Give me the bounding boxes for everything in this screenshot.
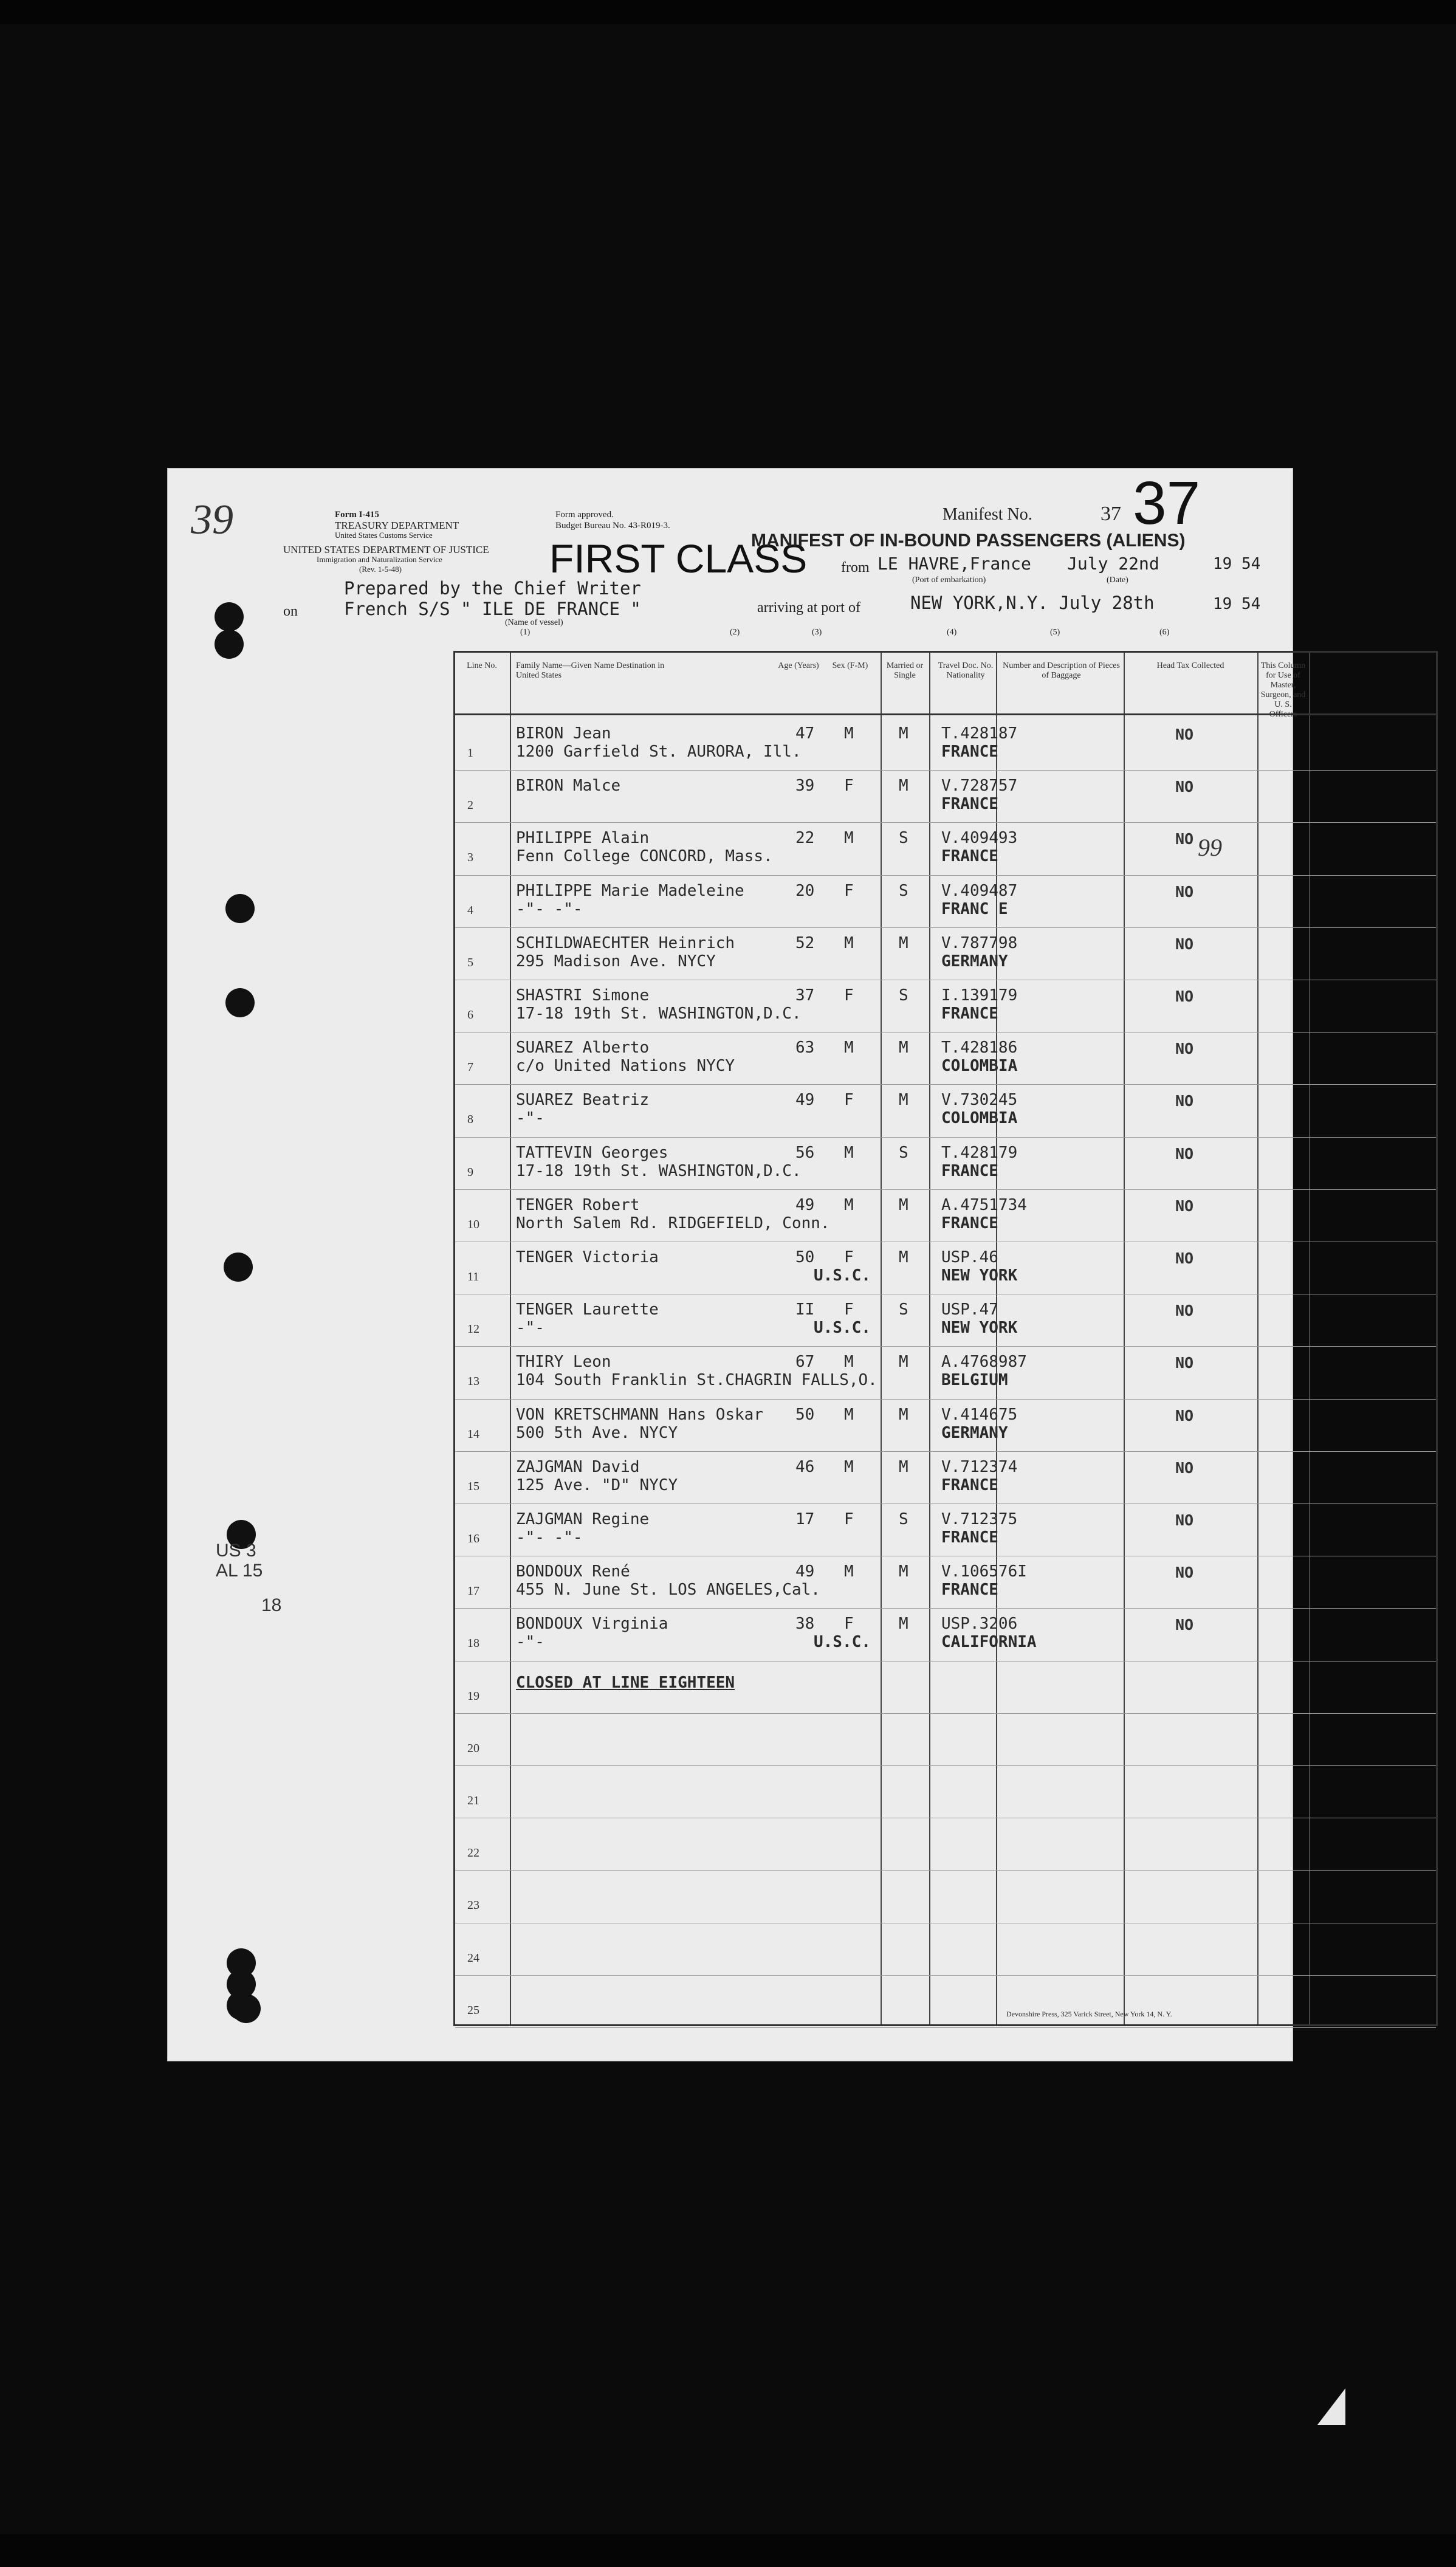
sex: F bbox=[844, 1248, 854, 1266]
age: 49 bbox=[795, 1562, 815, 1581]
head-tax-value: NO bbox=[1175, 1616, 1194, 1634]
manifest-no-large: 37 bbox=[1133, 469, 1201, 537]
sex: F bbox=[844, 986, 854, 1005]
head-tax-value: NO bbox=[1175, 935, 1194, 953]
travel-doc-no: V.414675 bbox=[941, 1405, 1018, 1424]
vessel-caption: (Name of vessel) bbox=[505, 618, 563, 627]
age: 52 bbox=[795, 933, 815, 952]
table-row bbox=[455, 1818, 1436, 1871]
nationality: FRANCE bbox=[941, 1476, 998, 1494]
age: 46 bbox=[795, 1457, 815, 1476]
citizenship-note: U.S.C. bbox=[814, 1319, 871, 1338]
date-caption: (Date) bbox=[1107, 576, 1128, 585]
nationality: FRANCE bbox=[941, 795, 998, 814]
sex: M bbox=[844, 1457, 854, 1476]
sex: M bbox=[844, 933, 854, 952]
header-line-no: Line No. bbox=[467, 661, 497, 670]
manifest-sheet bbox=[167, 468, 1306, 2061]
destination: North Salem Rd. RIDGEFIELD, Conn. bbox=[516, 1214, 830, 1232]
destination: -"- -"- bbox=[516, 899, 583, 918]
destination: -"- bbox=[516, 1109, 544, 1128]
line-number: 18 bbox=[467, 1637, 479, 1651]
sex: F bbox=[844, 881, 854, 900]
table-row bbox=[455, 980, 1436, 1033]
table-row bbox=[455, 1033, 1436, 1085]
on-label: on bbox=[283, 603, 298, 619]
nationality: FRANCE bbox=[941, 847, 998, 866]
destination: -"- bbox=[516, 1633, 544, 1652]
head-tax-value: NO bbox=[1175, 1092, 1194, 1110]
table-row bbox=[455, 1976, 1436, 2028]
head-tax-value: NO bbox=[1175, 882, 1194, 901]
justice-dept: UNITED STATES DEPARTMENT OF JUSTICE bbox=[283, 544, 489, 555]
form-approved: Form approved. bbox=[555, 510, 614, 520]
age: 56 bbox=[795, 1143, 815, 1162]
header-officers: This Column for Use of Master, Surgeon, and U. S. bbox=[1260, 661, 1306, 709]
line-number: 10 bbox=[467, 1217, 479, 1231]
manifest-no-typed: 37 bbox=[1101, 503, 1121, 525]
travel-doc-no: I.139179 bbox=[941, 986, 1018, 1005]
header-sex: Sex (F-M) bbox=[832, 661, 868, 670]
row-rule bbox=[455, 2027, 1436, 2028]
age: 39 bbox=[795, 777, 815, 796]
closing-note: CLOSED AT LINE EIGHTEEN bbox=[516, 1673, 735, 1692]
passenger-name: TENGER Victoria bbox=[516, 1248, 659, 1266]
nationality: FRANCE bbox=[941, 743, 998, 761]
table-row bbox=[455, 1400, 1436, 1452]
line-number: 15 bbox=[467, 1479, 479, 1493]
marital-status: M bbox=[899, 1248, 908, 1266]
travel-doc-no: USP.3206 bbox=[941, 1615, 1018, 1634]
marital-status: M bbox=[899, 1562, 908, 1581]
sex: M bbox=[844, 1562, 854, 1581]
destination: 1200 Garfield St. AURORA, Ill. bbox=[516, 743, 802, 761]
destination: 17-18 19th St. WASHINGTON,D.C. bbox=[516, 1005, 802, 1023]
arrival-port-date: NEW YORK,N.Y. July 28th bbox=[910, 593, 1155, 613]
age: 17 bbox=[795, 1510, 815, 1528]
first-class-stamp: FIRST CLASS bbox=[549, 536, 808, 581]
nationality: FRANCE bbox=[941, 1005, 998, 1023]
passenger-name: TATTEVIN Georges bbox=[516, 1143, 668, 1162]
arrival-year: 19 54 bbox=[1213, 595, 1261, 613]
age: 20 bbox=[795, 881, 815, 900]
line-number: 4 bbox=[467, 903, 473, 917]
head-tax-value: NO bbox=[1175, 1511, 1194, 1529]
travel-doc-no: V.106576I bbox=[941, 1562, 1027, 1581]
table-row bbox=[455, 1556, 1436, 1609]
vessel-name: French S/S " ILE DE FRANCE " bbox=[344, 599, 641, 619]
line-number: 1 bbox=[467, 746, 473, 760]
sex: M bbox=[844, 829, 854, 848]
line-number: 23 bbox=[467, 1899, 479, 1912]
line-number: 24 bbox=[467, 1951, 479, 1965]
destination: -"- -"- bbox=[516, 1528, 583, 1547]
destination: c/o United Nations NYCY bbox=[516, 1057, 735, 1076]
sex: F bbox=[844, 777, 854, 796]
marital-status: M bbox=[899, 724, 908, 743]
sex: M bbox=[844, 724, 854, 743]
head-tax-value: NO bbox=[1175, 1040, 1194, 1058]
head-tax-value: NO bbox=[1175, 778, 1194, 796]
age: 22 bbox=[795, 829, 815, 848]
nationality: NEW YORK bbox=[941, 1319, 1018, 1338]
line-number: 8 bbox=[467, 1113, 473, 1127]
budget-bureau: Budget Bureau No. 43-R019-3. bbox=[555, 521, 670, 531]
nationality: GERMANY bbox=[941, 1423, 1008, 1442]
table-row bbox=[455, 1714, 1436, 1766]
marital-status: M bbox=[899, 1405, 908, 1424]
side-count-note: 99 bbox=[1198, 834, 1222, 861]
table-row bbox=[455, 1871, 1436, 1923]
sex: M bbox=[844, 1039, 854, 1057]
departure-date: July 22nd bbox=[1067, 554, 1159, 574]
head-tax-value: NO bbox=[1175, 1459, 1194, 1477]
nationality: GERMANY bbox=[941, 952, 1008, 971]
header-name: Family Name—Given Name Destination in United States bbox=[516, 661, 665, 680]
age: 50 bbox=[795, 1405, 815, 1424]
treasury-dept: TREASURY DEPARTMENT bbox=[335, 520, 459, 531]
table-row bbox=[455, 771, 1436, 823]
destination: 17-18 19th St. WASHINGTON,D.C. bbox=[516, 1161, 802, 1180]
travel-doc-no: T.428179 bbox=[941, 1143, 1018, 1162]
nationality: COLOMBIA bbox=[941, 1057, 1018, 1076]
line-number: 3 bbox=[467, 851, 473, 865]
passenger-name: THIRY Leon bbox=[516, 1353, 611, 1372]
punch-hole bbox=[224, 1253, 253, 1282]
sex: F bbox=[844, 1510, 854, 1528]
sex: M bbox=[844, 1143, 854, 1162]
tally-total: 18 bbox=[261, 1595, 282, 1615]
passenger-name: SCHILDWAECHTER Heinrich bbox=[516, 933, 735, 952]
marital-status: S bbox=[899, 881, 908, 900]
destination: 295 Madison Ave. NYCY bbox=[516, 952, 716, 971]
travel-doc-no: V.712375 bbox=[941, 1510, 1018, 1528]
passenger-name: BIRON Jean bbox=[516, 724, 611, 743]
head-tax-value: NO bbox=[1175, 1197, 1194, 1215]
form-number: Form I-415 bbox=[335, 510, 379, 520]
tally-us: US 3 bbox=[216, 1541, 256, 1561]
column-number-4: (4) bbox=[947, 628, 957, 637]
table-row bbox=[455, 1923, 1436, 1976]
tally-al: AL 15 bbox=[216, 1561, 263, 1581]
table-row bbox=[455, 1242, 1436, 1294]
passenger-name: VON KRETSCHMANN Hans Oskar bbox=[516, 1405, 763, 1424]
customs-service: United States Customs Service bbox=[335, 531, 433, 540]
scan-top-border bbox=[0, 0, 1456, 24]
head-tax-value: NO bbox=[1175, 1406, 1194, 1424]
nationality: FRANC E bbox=[941, 899, 1008, 918]
corner-mark: 39 bbox=[191, 497, 233, 543]
passenger-name: TENGER Robert bbox=[516, 1195, 640, 1214]
marital-status: S bbox=[899, 1301, 908, 1319]
table-row bbox=[455, 718, 1436, 771]
age: 67 bbox=[795, 1353, 815, 1372]
column-number-6: (6) bbox=[1159, 628, 1170, 637]
table-row bbox=[455, 823, 1436, 875]
table-row bbox=[455, 1452, 1436, 1504]
form-revision: (Rev. 1-5-48) bbox=[359, 565, 402, 574]
port-caption: (Port of embarkation) bbox=[912, 576, 986, 585]
nationality: COLOMBIA bbox=[941, 1109, 1018, 1128]
marital-status: S bbox=[899, 1510, 908, 1528]
printer-imprint: Devonshire Press, 325 Varick Street, New York 14, N. Y. bbox=[1006, 2010, 1172, 2018]
marital-status: M bbox=[899, 1039, 908, 1057]
line-number: 12 bbox=[467, 1322, 479, 1336]
manifest-no-label: Manifest No. bbox=[943, 505, 1032, 524]
nationality: CALIFORNIA bbox=[941, 1633, 1037, 1652]
destination: 500 5th Ave. NYCY bbox=[516, 1423, 678, 1442]
head-tax-value: NO bbox=[1175, 830, 1194, 848]
line-number: 11 bbox=[467, 1270, 479, 1284]
marital-status: M bbox=[899, 933, 908, 952]
line-number: 9 bbox=[467, 1165, 473, 1179]
marital-status: M bbox=[899, 1091, 908, 1110]
table-row bbox=[455, 1138, 1436, 1190]
marital-status: M bbox=[899, 777, 908, 796]
punch-hole bbox=[225, 894, 255, 923]
passenger-table bbox=[453, 651, 1438, 2026]
head-tax-value: NO bbox=[1175, 726, 1194, 743]
destination: 455 N. June St. LOS ANGELES,Cal. bbox=[516, 1581, 820, 1600]
travel-doc-no: A.4751734 bbox=[941, 1195, 1027, 1214]
passenger-name: PHILIPPE Marie Madeleine bbox=[516, 881, 744, 900]
nationality: FRANCE bbox=[941, 1214, 998, 1232]
arriving-label: arriving at port of bbox=[757, 600, 860, 616]
marital-status: S bbox=[899, 986, 908, 1005]
destination: 125 Ave. "D" NYCY bbox=[516, 1476, 678, 1494]
marital-status: M bbox=[899, 1615, 908, 1634]
header-age: Age (Years) bbox=[778, 661, 819, 670]
travel-doc-no: V.728757 bbox=[941, 777, 1018, 796]
from-label: from bbox=[841, 560, 870, 576]
age: 37 bbox=[795, 986, 815, 1005]
passenger-name: PHILIPPE Alain bbox=[516, 829, 650, 848]
line-number: 13 bbox=[467, 1375, 479, 1389]
travel-doc-no: A.4768987 bbox=[941, 1353, 1027, 1372]
line-number: 21 bbox=[467, 1794, 479, 1807]
line-number: 14 bbox=[467, 1427, 479, 1441]
scan-corner-mark bbox=[1317, 2388, 1345, 2425]
table-row bbox=[455, 1504, 1436, 1556]
prepared-by: Prepared by the Chief Writer bbox=[344, 578, 641, 599]
head-tax-value: NO bbox=[1175, 988, 1194, 1005]
head-tax-value: NO bbox=[1175, 1302, 1194, 1320]
table-row bbox=[455, 928, 1436, 980]
line-number: 2 bbox=[467, 799, 473, 813]
header-married: Married or Single bbox=[886, 661, 924, 680]
travel-doc-no: USP.46 bbox=[941, 1248, 998, 1266]
passenger-name: SHASTRI Simone bbox=[516, 986, 650, 1005]
sex: F bbox=[844, 1615, 854, 1634]
head-tax-value: NO bbox=[1175, 1564, 1194, 1582]
ins-service: Immigration and Naturalization Service bbox=[317, 555, 442, 564]
travel-doc-no: V.409493 bbox=[941, 829, 1018, 848]
punch-hole bbox=[215, 630, 244, 659]
table-row bbox=[455, 876, 1436, 928]
age: II bbox=[795, 1301, 815, 1319]
marital-status: M bbox=[899, 1195, 908, 1214]
nationality: FRANCE bbox=[941, 1528, 998, 1547]
destination: 104 South Franklin St.CHAGRIN FALLS,O. bbox=[516, 1371, 877, 1390]
destination: -"- bbox=[516, 1319, 544, 1338]
citizenship-note: U.S.C. bbox=[814, 1266, 871, 1285]
sex: M bbox=[844, 1195, 854, 1214]
table-row bbox=[455, 1085, 1436, 1137]
marital-status: S bbox=[899, 1143, 908, 1162]
marital-status: M bbox=[899, 1353, 908, 1372]
travel-doc-no: V.787798 bbox=[941, 933, 1018, 952]
column-number-3: (3) bbox=[812, 628, 822, 637]
header-head-tax: Head Tax Collected bbox=[1156, 661, 1224, 670]
passenger-name: SUAREZ Beatriz bbox=[516, 1091, 650, 1110]
header-travel-doc: Travel Doc. No. Nationality bbox=[938, 661, 994, 680]
punch-hole bbox=[232, 1994, 261, 2023]
sex: F bbox=[844, 1091, 854, 1110]
travel-doc-no: V.730245 bbox=[941, 1091, 1018, 1110]
travel-doc-no: V.712374 bbox=[941, 1457, 1018, 1476]
nationality: FRANCE bbox=[941, 1161, 998, 1180]
column-number-2: (2) bbox=[730, 628, 740, 637]
sex: M bbox=[844, 1405, 854, 1424]
citizenship-note: U.S.C. bbox=[814, 1633, 871, 1652]
nationality: FRANCE bbox=[941, 1581, 998, 1600]
age: 50 bbox=[795, 1248, 815, 1266]
scan-bottom-border bbox=[0, 2534, 1456, 2567]
line-number: 19 bbox=[467, 1689, 479, 1703]
punch-hole bbox=[225, 988, 255, 1017]
punch-hole bbox=[215, 602, 244, 631]
destination: Fenn College CONCORD, Mass. bbox=[516, 847, 773, 866]
marital-status: S bbox=[899, 829, 908, 848]
age: 47 bbox=[795, 724, 815, 743]
head-tax-value: NO bbox=[1175, 1249, 1194, 1267]
passenger-name: ZAJGMAN Regine bbox=[516, 1510, 650, 1528]
travel-doc-no: USP.47 bbox=[941, 1301, 998, 1319]
line-number: 7 bbox=[467, 1060, 473, 1074]
table-row bbox=[455, 1294, 1436, 1347]
line-number: 5 bbox=[467, 955, 473, 969]
nationality: NEW YORK bbox=[941, 1266, 1018, 1285]
head-tax-value: NO bbox=[1175, 1354, 1194, 1372]
table-row bbox=[455, 1609, 1436, 1661]
passenger-name: TENGER Laurette bbox=[516, 1301, 659, 1319]
age: 49 bbox=[795, 1091, 815, 1110]
table-row bbox=[455, 1766, 1436, 1818]
column-number-5: (5) bbox=[1050, 628, 1060, 637]
travel-doc-no: T.428187 bbox=[941, 724, 1018, 743]
age: 63 bbox=[795, 1039, 815, 1057]
sex: F bbox=[844, 1301, 854, 1319]
departure-year: 19 54 bbox=[1213, 555, 1261, 573]
table-row bbox=[455, 1347, 1436, 1399]
line-number: 22 bbox=[467, 1846, 479, 1860]
passenger-name: ZAJGMAN David bbox=[516, 1457, 640, 1476]
passenger-name: BONDOUX René bbox=[516, 1562, 630, 1581]
table-row bbox=[455, 1662, 1436, 1714]
head-tax-value: NO bbox=[1175, 1144, 1194, 1163]
line-number: 16 bbox=[467, 1532, 479, 1545]
sex: M bbox=[844, 1353, 854, 1372]
travel-doc-no: T.428186 bbox=[941, 1039, 1018, 1057]
travel-doc-no: V.409487 bbox=[941, 881, 1018, 900]
table-row bbox=[455, 1190, 1436, 1242]
age: 38 bbox=[795, 1615, 815, 1634]
manifest-title: MANIFEST OF IN-BOUND PASSENGERS (ALIENS) bbox=[751, 531, 1186, 551]
column-number-1: (1) bbox=[520, 628, 531, 637]
header-baggage: Number and Description of Pieces of Baggage bbox=[1003, 661, 1120, 680]
passenger-name: SUAREZ Alberto bbox=[516, 1039, 650, 1057]
line-number: 20 bbox=[467, 1741, 479, 1755]
line-number: 6 bbox=[467, 1008, 473, 1022]
passenger-name: BONDOUX Virginia bbox=[516, 1615, 668, 1634]
line-number: 17 bbox=[467, 1584, 479, 1598]
header-rule bbox=[455, 713, 1436, 715]
passenger-name: BIRON Malce bbox=[516, 777, 621, 796]
port-of-embarkation: LE HAVRE,France bbox=[877, 554, 1031, 574]
line-number: 25 bbox=[467, 2003, 479, 2017]
nationality: BELGIUM bbox=[941, 1371, 1008, 1390]
marital-status: M bbox=[899, 1457, 908, 1476]
age: 49 bbox=[795, 1195, 815, 1214]
